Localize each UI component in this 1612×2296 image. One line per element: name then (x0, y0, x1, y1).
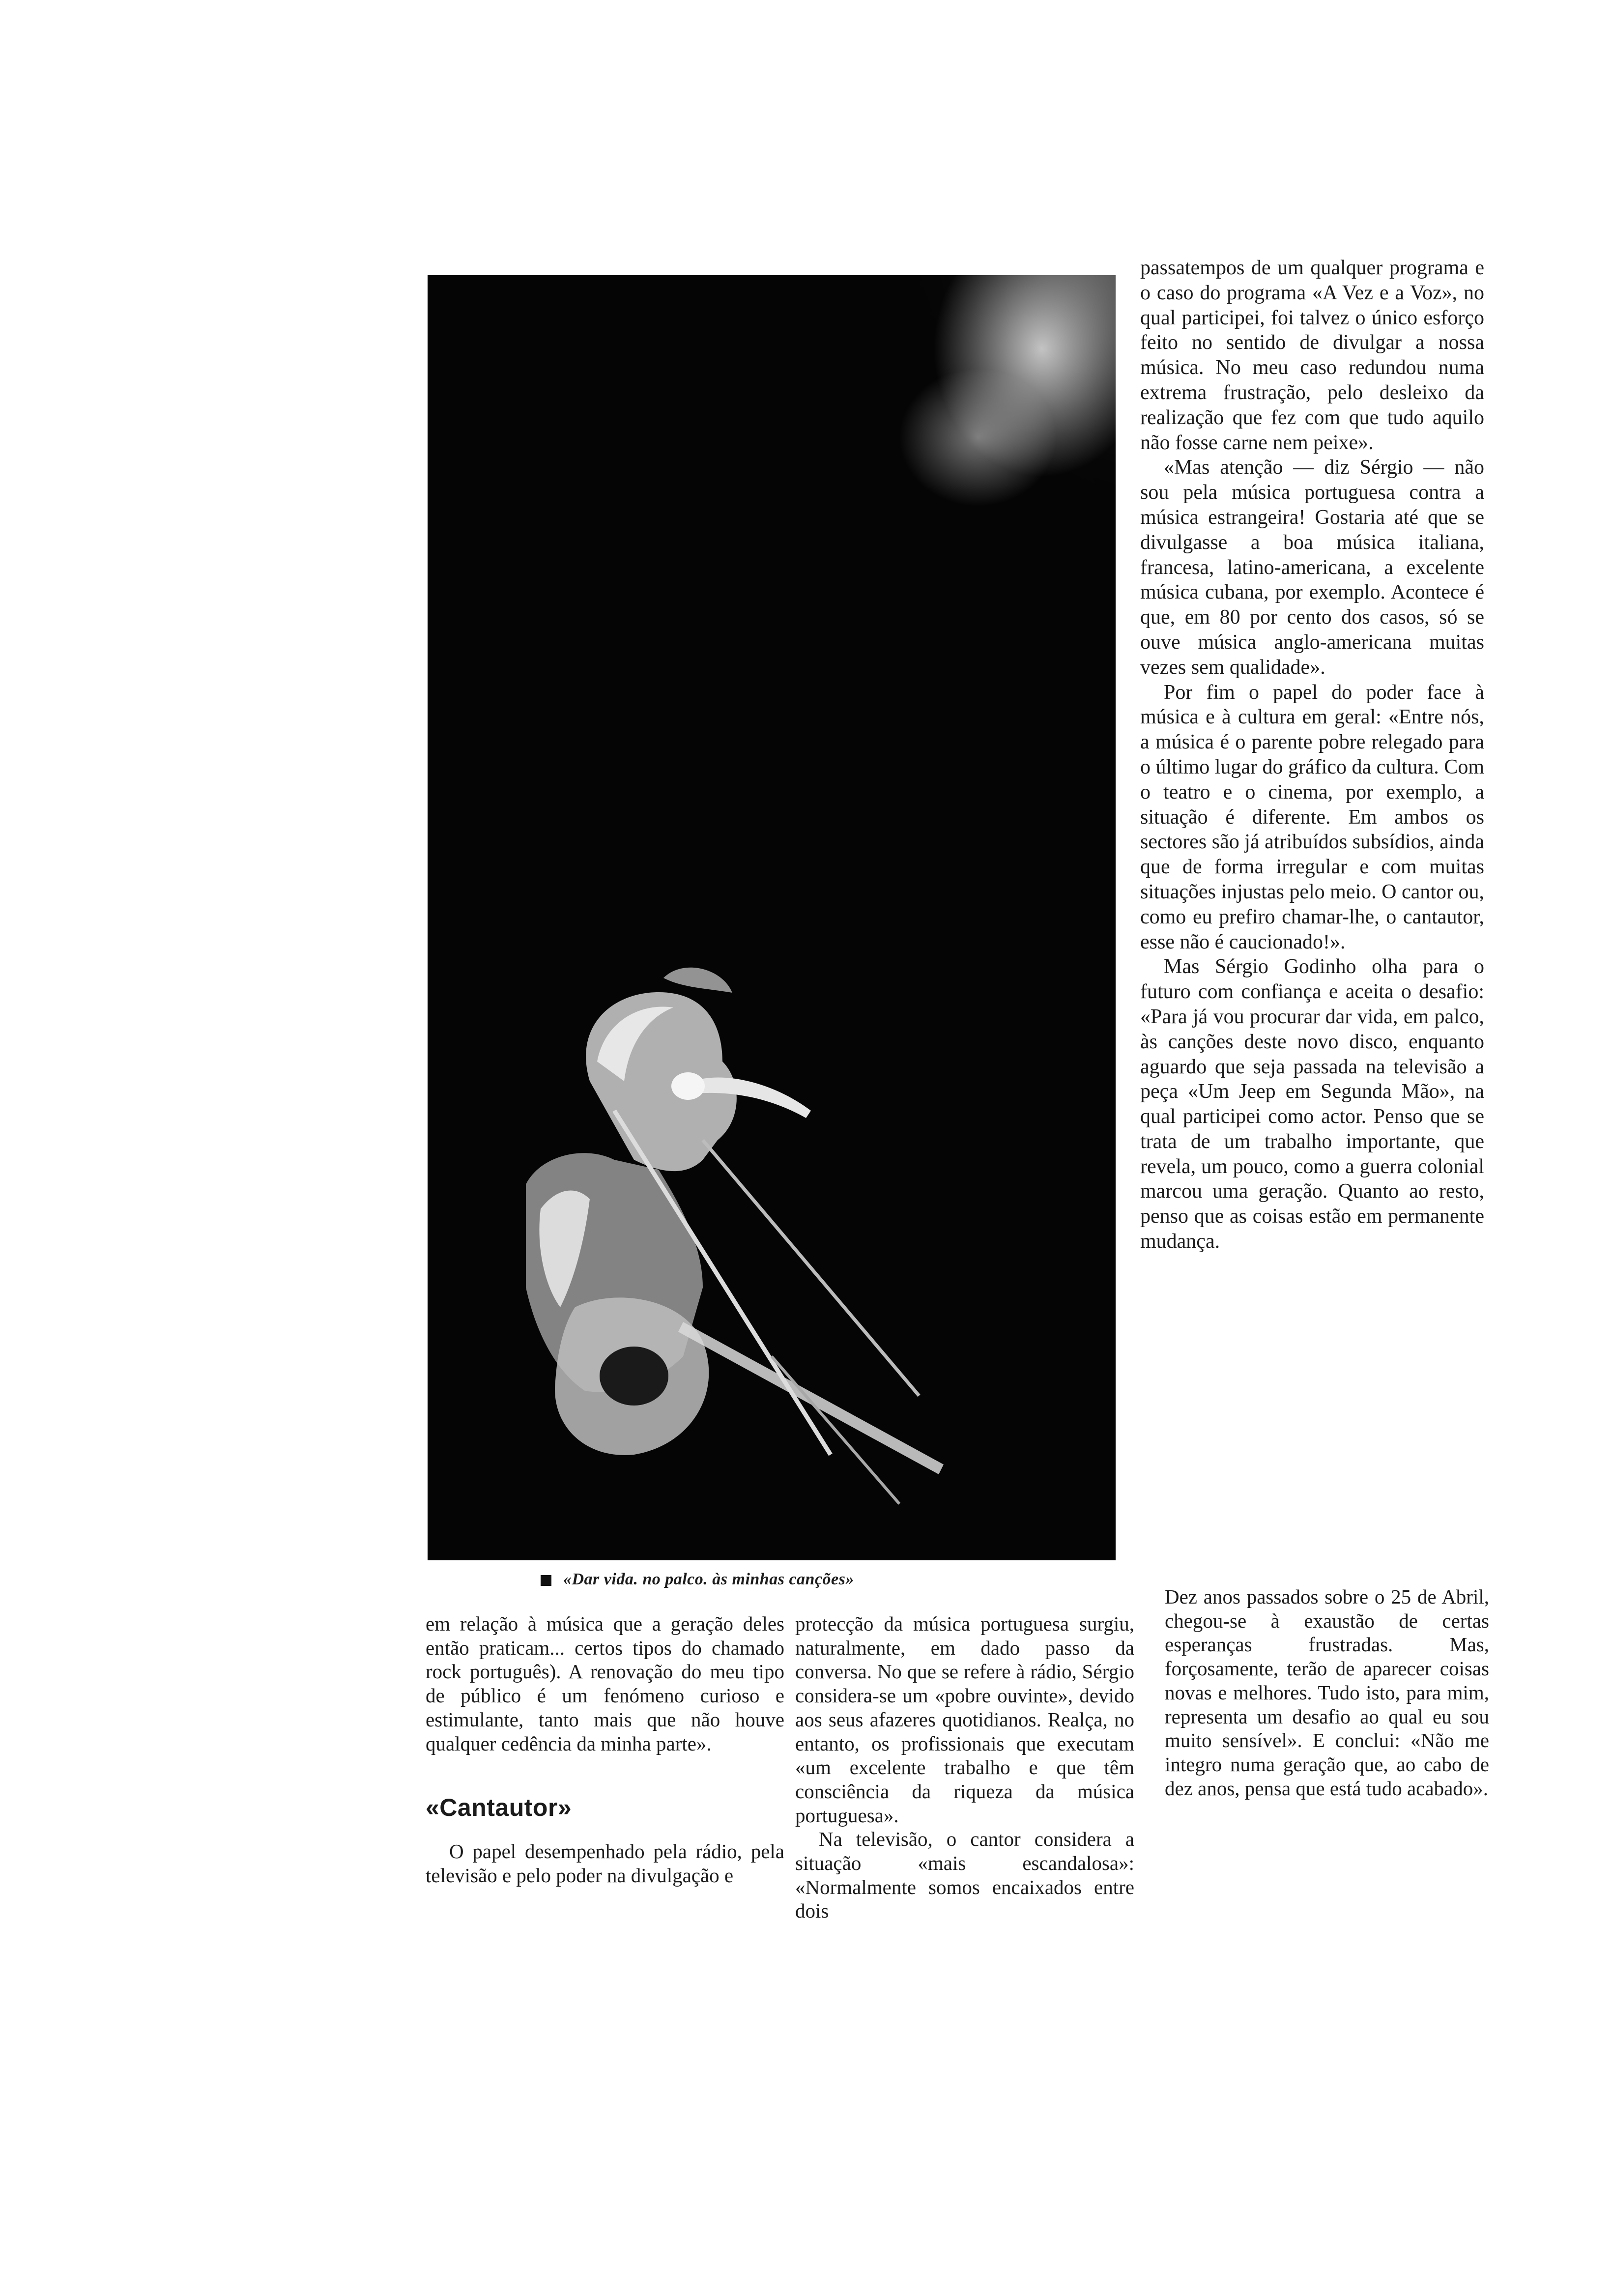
paragraph: O papel desempenhado pela rádio, pela televisão e pelo poder na divulgação e (426, 1839, 784, 1887)
article-column-middle (795, 1612, 1134, 1923)
article-column-right-bottom (1165, 1585, 1489, 1800)
caption-bullet-icon (541, 1575, 551, 1586)
section-subheading: «Cantautor» (426, 1794, 572, 1822)
paragraph: passatempos de um qualquer programa e o caso do programa «A Vez e a Voz», no qual participei, foi talvez o único esforço feito no sentido de divulgar a nossa música. No meu caso redundou numa extrema frustração, pelo desleixo da realização que fez com que tudo aquilo não fosse carne nem peixe». (1140, 257, 1484, 454)
photo-caption (541, 1570, 1130, 1589)
article-column-left (426, 1612, 784, 1887)
singer-silhouette-illustration (428, 275, 1116, 1560)
paragraph: Mas Sérgio Godinho olha para o futuro com confiança e aceita o desafio: «Para já vou procurar dar vida, em palco, às canções deste novo disco, enquanto aguardo que seja passada na televisão a peça «Um Jeep em Segunda Mão», na qual participei como actor. Penso que se trata de um trabalho importante, que revela, um pouco, como a guerra colonial marcou uma geração. Quanto ao resto, penso que as coisas estão em permanente mudança. (1140, 955, 1484, 1253)
caption-text: «Dar vida. no palco. às minhas canções» (563, 1570, 854, 1588)
article-column-right-top (1140, 256, 1484, 1254)
paragraph: Na televisão, o cantor considera a situação «mais escandalosa»: «Normalmente somos encaixados entre dois (795, 1828, 1134, 1923)
paragraph: Dez anos passados sobre o 25 de Abril, chegou-se à exaustão de certas esperanças frustradas. Mas, forçosamente, terão de aparecer coisas novas e melhores. Tudo isto, para mim, representa um desafio ao qual eu sou muito sensível». E conclui: «Não me integro numa geração que, ao cabo de dez anos, pensa que está tudo acabado». (1165, 1585, 1489, 1800)
paragraph: «Mas atenção — diz Sérgio — não sou pela música portuguesa contra a música estrangeira! Gostaria até que se divulgasse a boa música italiana, francesa, latino-americana, a excelente música cubana, por exemplo. Acontece é que, em 80 por cento dos casos, só se ouve música anglo-americana muitas vezes sem qualidade». (1140, 456, 1484, 679)
paragraph: em relação à música que a geração deles então praticam... certos tipos do chamado rock português). A renovação do meu tipo de público é um fenómeno curioso e estimulante, tanto mais que não houve qualquer cedência da minha parte». (426, 1612, 784, 1755)
concert-photo (428, 275, 1116, 1560)
paragraph: protecção da música portuguesa surgiu, naturalmente, em dado passo da conversa. No que se refere à rádio, Sérgio considera-se um «pobre ouvinte», devido aos seus afazeres quotidianos. Realça, no entanto, os profissionais que executam «um excelente trabalho e que têm consciência da riqueza da música portuguesa». (795, 1612, 1134, 1827)
paragraph: Por fim o papel do poder face à música e à cultura em geral: «Entre nós, a música é o parente pobre relegado para o último lugar do gráfico da cultura. Com o teatro e o cinema, por exemplo, a situação é diferente. Em ambos os sectores são já atribuídos subsídios, ainda que de forma irregular e com muitas situações injustas pelo meio. O cantor ou, como eu prefiro chamar-lhe, o cantautor, esse não é caucionado!». (1140, 681, 1484, 953)
